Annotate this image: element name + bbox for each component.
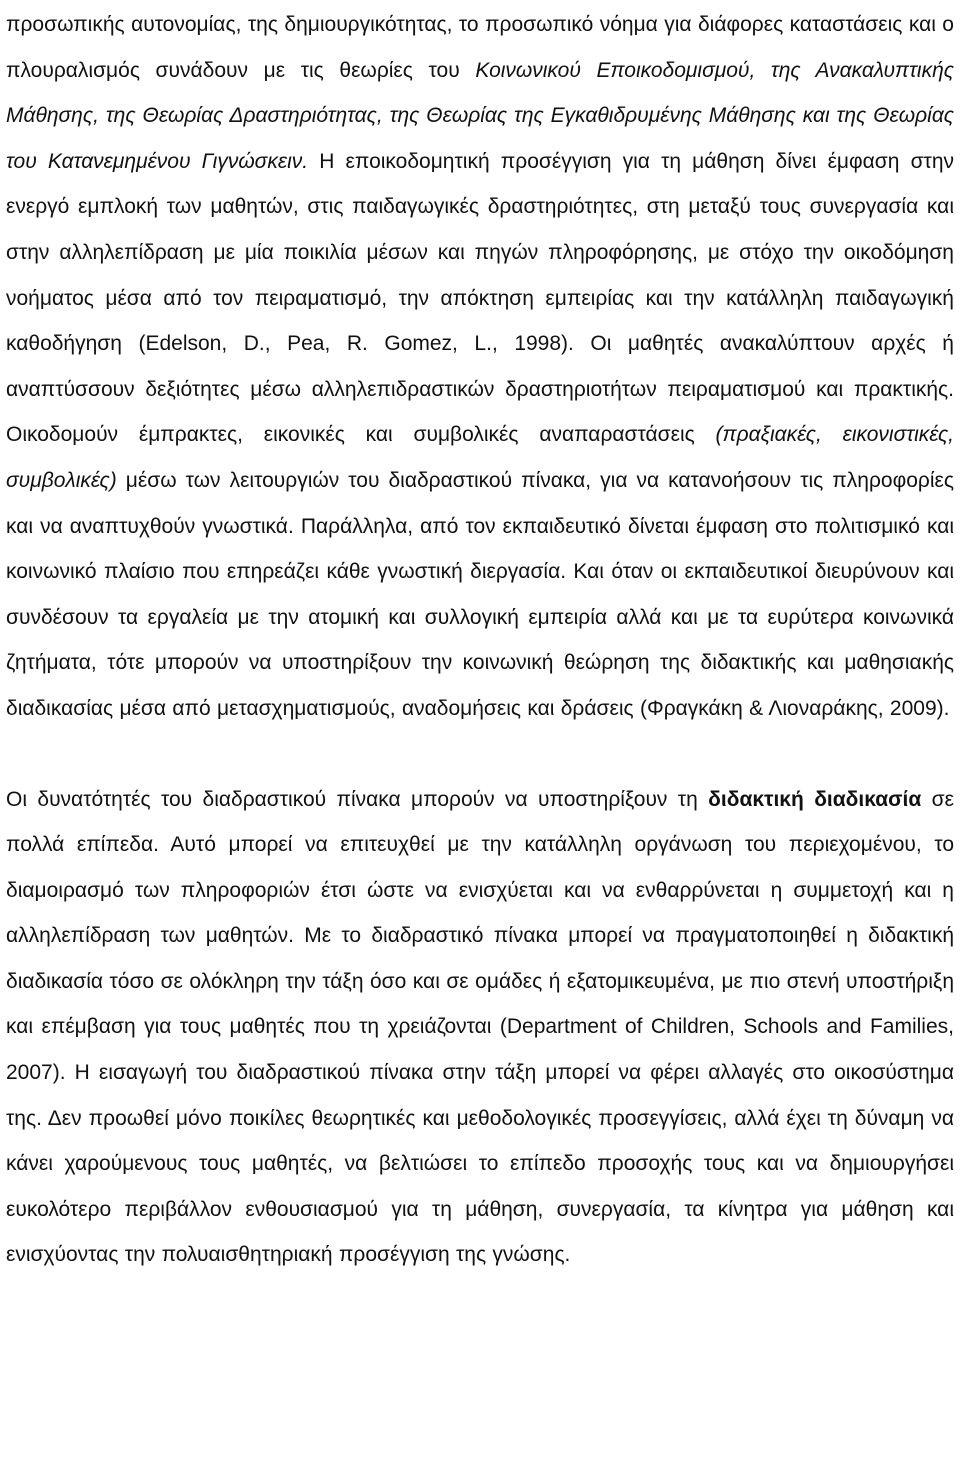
text-run: και της [795, 104, 874, 128]
bold-term: διδακτική διαδικασία [708, 787, 922, 811]
text-run: Οι δυνατότητές του διαδραστικού πίνακα μπορούν να υποστηρίξουν τη [6, 787, 709, 811]
paragraph-interactive-whiteboard [6, 777, 954, 1279]
text-run: σε πολλά επίπεδα. Αυτό μπορεί να επιτευχθεί με την κατάλληλη οργάνωση του περιεχομένου, το διαμοιρασμό των πληροφοριών έτσι ώστε να ενισχύεται και να ενθαρρύνεται η συμμετοχή και η αλληλεπίδραση των μαθητών. Με το διαδραστικό πίνακα μπορεί να πραγματοποιηθεί η διδακτική διαδικασία τόσο σε ολόκληρη την τάξη όσο και σε ομάδες ή εξατομικευμένα, με πιο στενή υποστήριξη και επέμβαση για τους μαθητές που τη χρειάζονται (Department of Children, Schools and Families, 2007). Η εισαγωγή του διαδραστικού πίνακα στην τάξη μπορεί να φέρει αλλαγές στο οικοσύστημα της. Δεν προωθεί μόνο ποικίλες θεωρητικές και μεθοδολογικές προσεγγίσεις, αλλά έχει τη δύναμη να κάνει χαρούμενους τους μαθητές, να βελτιώσει το επίπεδο προσοχής τους και να δημιουργήσει ευκολότερο περιβάλλον ενθουσιασμού για τη μάθηση, συνεργασία, τα κίνητρα για μάθηση και ενισχύοντας την πολυαισθητηριακή προσέγγιση της γνώσης. [6, 787, 954, 1267]
italic-term: Θεωρίας της Εγκαθιδρυμένης Μάθησης [426, 104, 796, 128]
text-run: , της [749, 58, 816, 82]
italic-term: Ανακαλυπτικής Μάθησης [6, 58, 954, 128]
text-run: , της [376, 104, 427, 128]
italic-term: (πραξιακές, εικονιστικές, συμβολικές) [6, 423, 954, 492]
text-run: , της [93, 104, 143, 128]
text-run: προσωπικής αυτονομίας, της δημιουργικότητας, το προσωπικό νόημα για διάφορες καταστάσεις και ο πλουραλισμός συνάδουν με τις θεωρίες του [6, 13, 954, 82]
paragraph-constructivist-theories [6, 0, 954, 732]
italic-term: Θεωρίας Δραστηριότητας [142, 104, 377, 128]
italic-term: Κοινωνικού Εποικοδομισμού [475, 58, 750, 82]
italic-term: Θεωρίας του Κατανεμημένου Γιγνώσκειν. [6, 104, 955, 173]
text-run: μέσω των λειτουργιών του διαδραστικού πίνακα, για να κατανοήσουν τις πληροφορίες και να αναπτυχθούν γνωστικά. Παράλληλα, από τον εκπαιδευτικό δίνεται έμφαση στο πολιτισμικό και κοινωνικό πλαίσιο που επηρεάζει κάθε γνωστική διεργασία. Και όταν οι εκπαιδευτικοί διευρύνουν και συνδέσουν τα εργαλεία με την ατομική και συλλογική εμπειρία αλλά και με τα ευρύτερα κοινωνικά ζητήματα, τότε μπορούν να υποστηρίξουν την κοινωνική θεώρηση της διδακτικής και μαθησιακής διαδικασίας μέσα από μετασχηματισμούς, αναδομήσεις και δράσεις (Φραγκάκη & Λιοναράκης, 2009). [6, 468, 954, 720]
text-run: Η εποικοδομητική προσέγγιση για τη μάθηση δίνει έμφαση στην ενεργό εμπλοκή των μαθητών, στις παιδαγωγικές δραστηριότητες, στη μεταξύ τους συνεργασία και στην αλληλεπίδραση με μία ποικιλία μέσων και πηγών πληροφόρησης, με στόχο την οικοδόμηση νοήματος μέσα από τον πειραματισμό, την απόκτηση εμπειρίας και την κατάλληλη παιδαγωγική καθοδήγηση (Edelson, D., Pea, R. Gomez, L., 1998). Οι μαθητές ανακαλύπτουν αρχές ή αναπτύσσουν δεξιότητες μέσω αλληλεπιδραστικών δραστηριοτήτων πειραματισμού και πρακτικής. Οικοδομούν έμπρακτες, εικονικές και συμβολικές αναπαραστάσεις [6, 149, 954, 447]
